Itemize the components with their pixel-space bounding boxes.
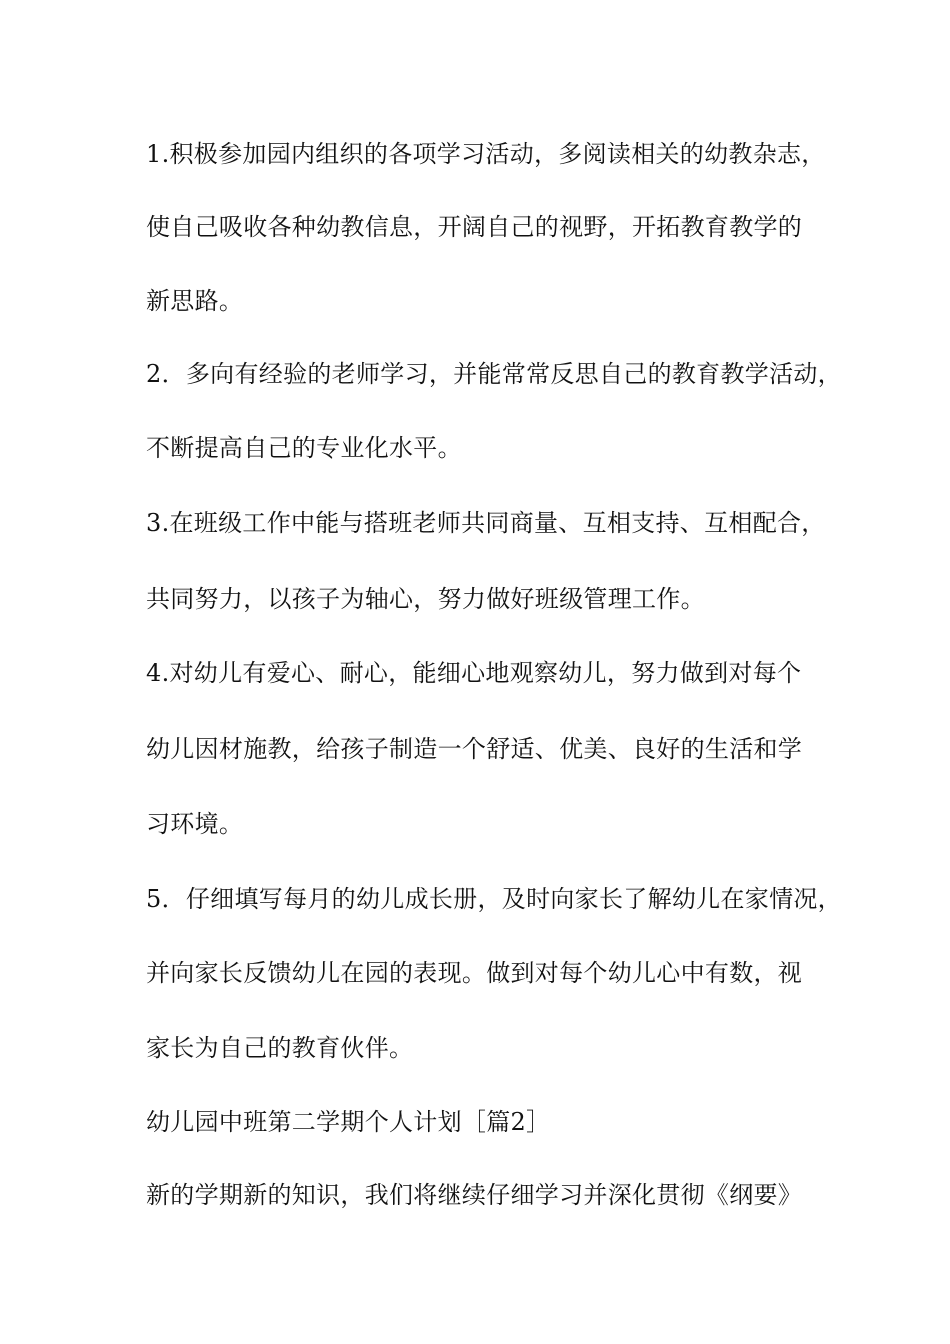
item-4-line-1: 4.对幼儿有爱心、耐心，能细心地观察幼儿，努力做到对每个 bbox=[146, 659, 802, 687]
item-2-line-2: 不断提高自己的专业化水平。 bbox=[146, 434, 462, 462]
item-5-line-3: 家长为自己的教育伙伴。 bbox=[146, 1034, 414, 1062]
section-heading: 幼儿园中班第二学期个人计划［篇2］ bbox=[146, 1108, 551, 1136]
item-4-line-2: 幼儿因材施教，给孩子制造一个舒适、优美、良好的生活和学 bbox=[146, 735, 803, 763]
item-2-line-1: 2．多向有经验的老师学习，并能常常反思自己的教育教学活动， bbox=[146, 360, 842, 388]
item-3-line-2: 共同努力，以孩子为轴心，努力做好班级管理工作。 bbox=[146, 585, 705, 613]
item-1-line-3: 新思路。 bbox=[146, 287, 244, 315]
item-5-line-2: 并向家长反馈幼儿在园的表现。做到对每个幼儿心中有数，视 bbox=[146, 959, 803, 987]
item-3-line-1: 3.在班级工作中能与搭班老师共同商量、互相支持、互相配合， bbox=[146, 509, 826, 537]
item-1-line-1: 1.积极参加园内组织的各项学习活动，多阅读相关的幼教杂志， bbox=[146, 140, 826, 168]
item-5-line-1: 5．仔细填写每月的幼儿成长册，及时向家长了解幼儿在家情况， bbox=[146, 885, 842, 913]
paragraph-line-1: 新的学期新的知识，我们将继续仔细学习并深化贯彻《纲要》 bbox=[146, 1181, 803, 1209]
item-4-line-3: 习环境。 bbox=[146, 810, 244, 838]
item-1-line-2: 使自己吸收各种幼教信息，开阔自己的视野，开拓教育教学的 bbox=[146, 213, 803, 241]
